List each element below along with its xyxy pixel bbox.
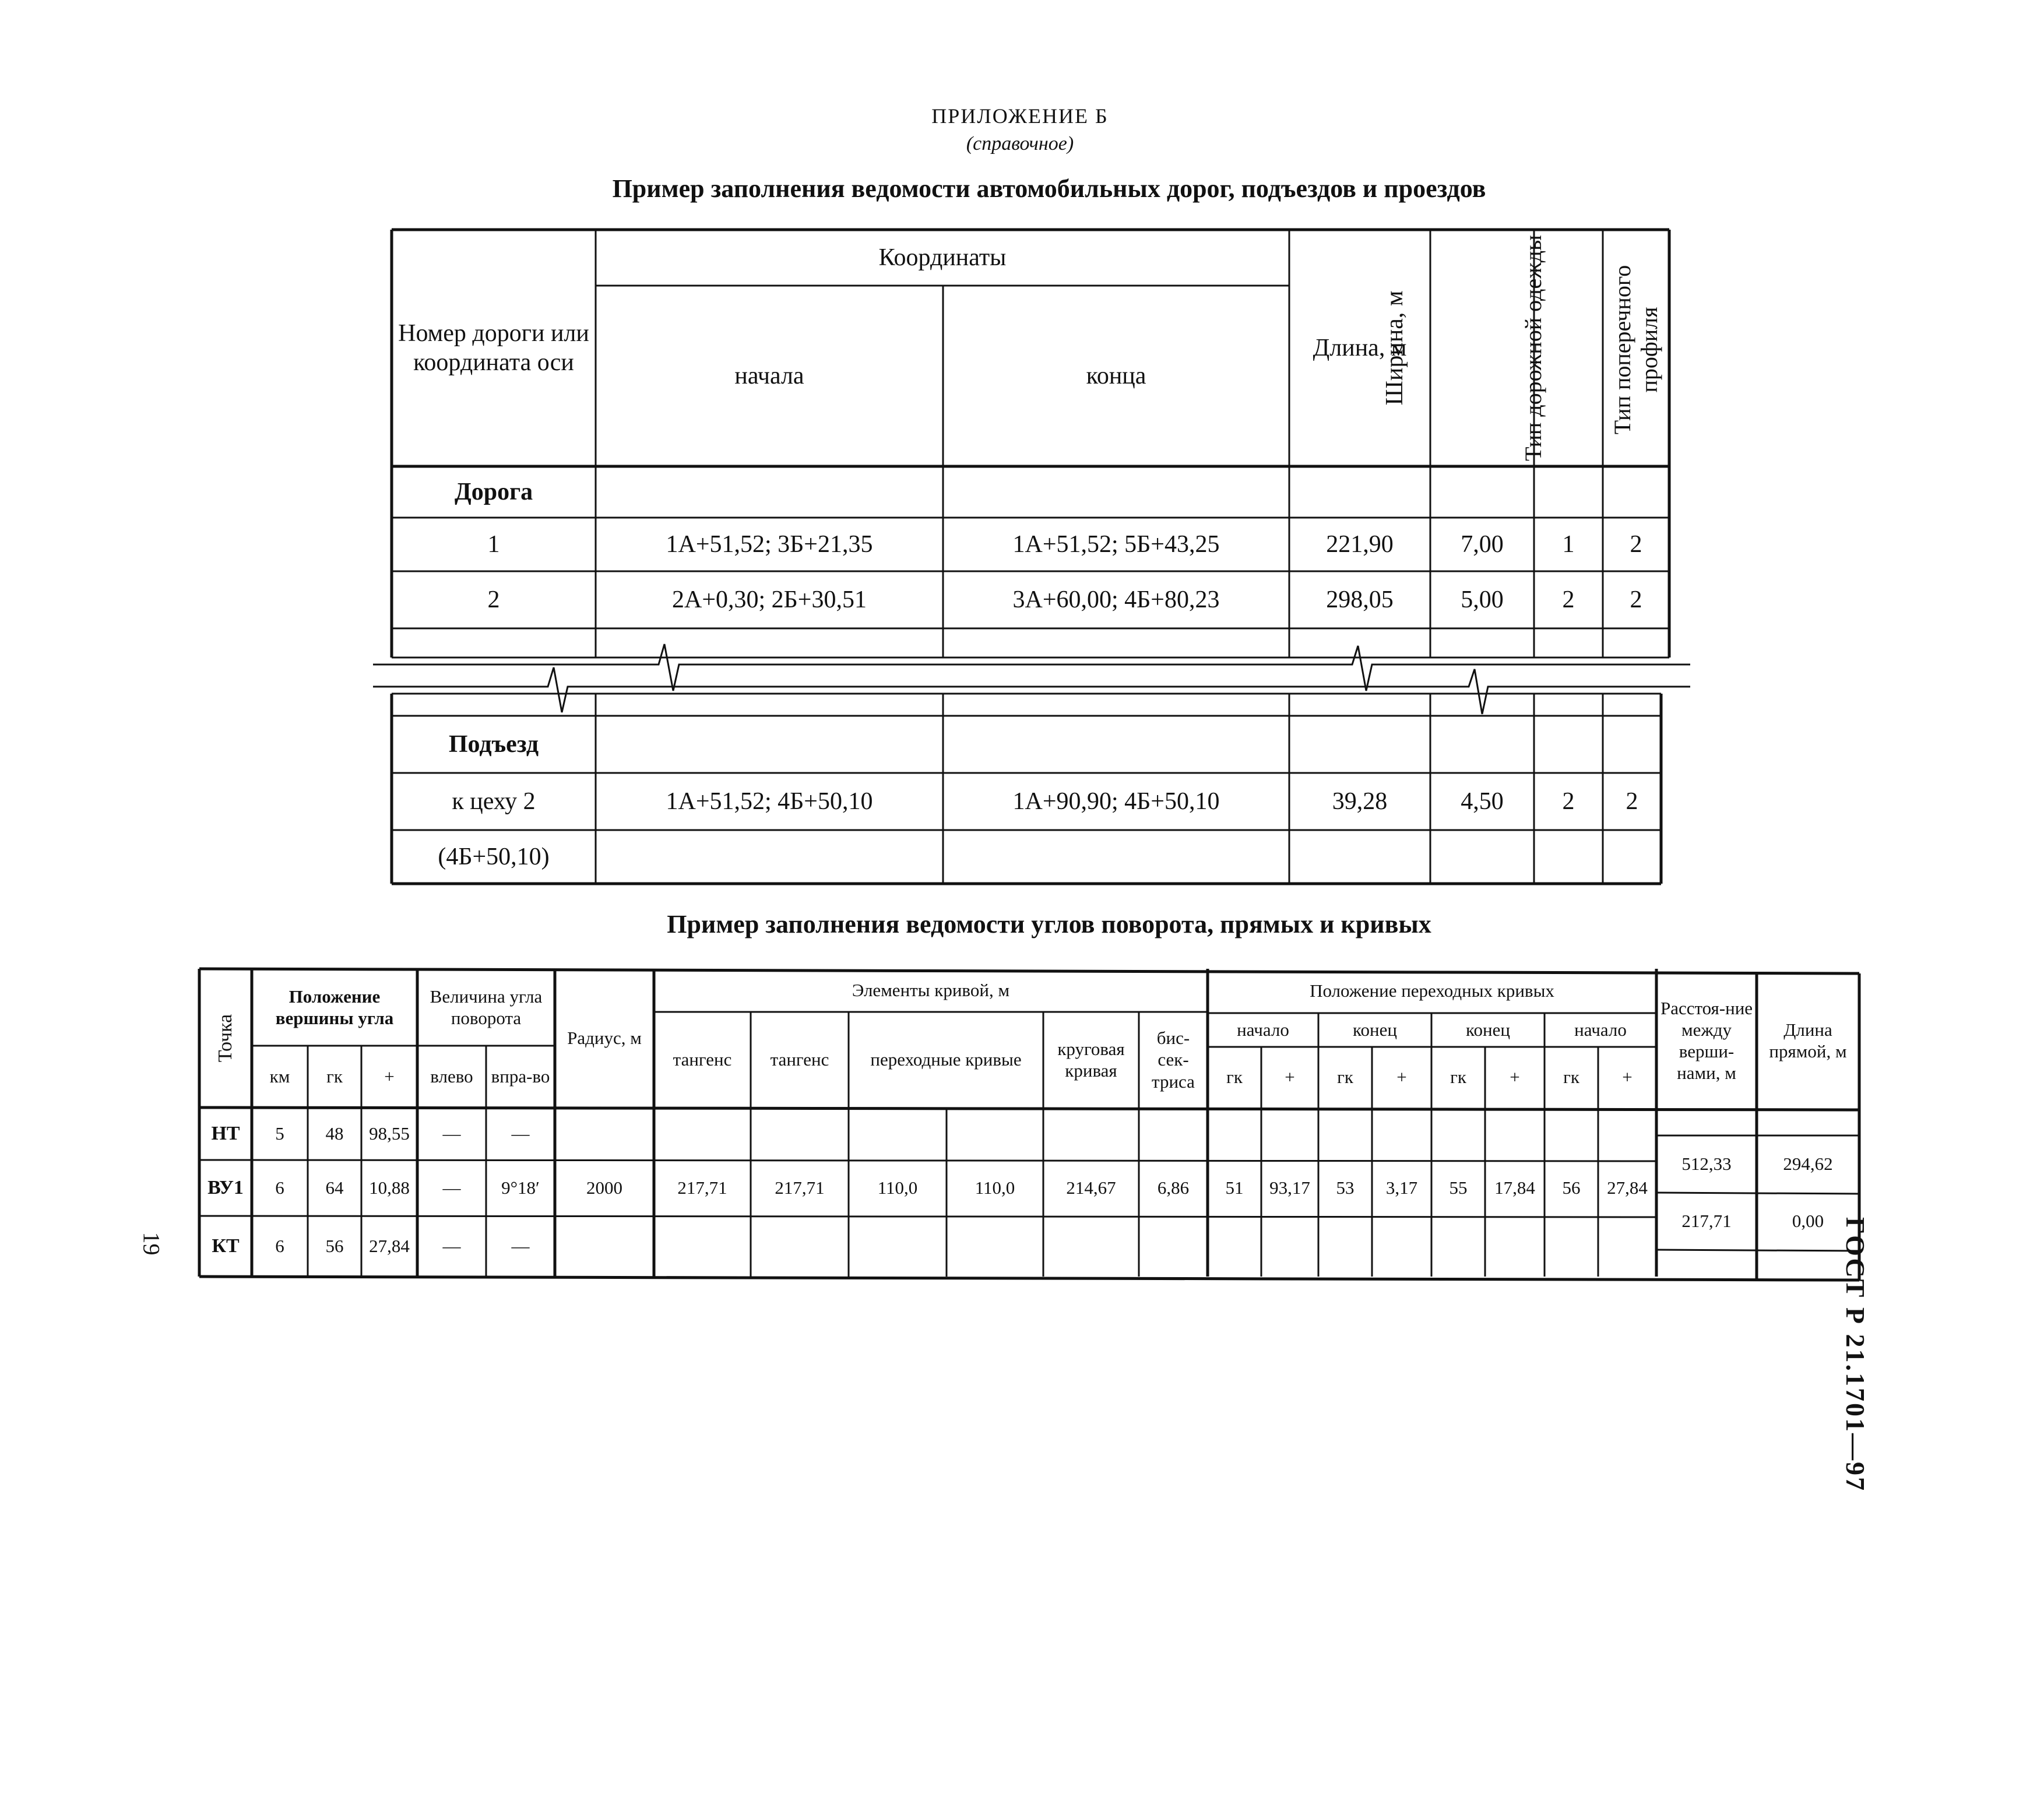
row-vu1-tp4-pk: 56 — [1562, 1177, 1581, 1198]
row-vu1-radius: 2000 — [586, 1177, 622, 1198]
standard-code: ГОСТ Р 21.1701—97 — [1841, 1217, 1870, 1492]
header-road-number: Номер дороги или координата оси — [398, 319, 589, 376]
header-length: Длина, м — [1313, 334, 1407, 361]
row-nt-left: — — [442, 1123, 461, 1144]
appendix-note: (справочное) — [966, 133, 1074, 154]
header-tangent-2: тангенс — [770, 1049, 829, 1070]
header-tp-end-2: конец — [1466, 1019, 1510, 1040]
header-tp-start-2: начало — [1574, 1019, 1627, 1040]
row-access-1-profile: 2 — [1626, 788, 1638, 815]
row-kt-point: КТ — [212, 1235, 240, 1257]
header-curve-elements: Элементы кривой, м — [852, 980, 1010, 1001]
header-vertex-position — [252, 969, 417, 1046]
header-transition-curves: переходные кривые — [870, 1049, 1022, 1070]
header-point: Точка — [214, 1014, 237, 1063]
row-kt-right: — — [511, 1236, 530, 1257]
row-road-2-width: 5,00 — [1461, 586, 1504, 613]
header-tp-pk-3: гк — [1450, 1067, 1466, 1088]
row-nt-right: — — [511, 1123, 530, 1144]
row-road-2-name: 2 — [487, 586, 500, 613]
header-km: км — [269, 1066, 290, 1087]
row-road-2-start: 2А+0,30; 2Б+30,51 — [672, 586, 867, 613]
row-road-group-label: Дорога — [454, 478, 533, 505]
header-bisector: бис-сек-триса — [1152, 1028, 1195, 1092]
row-access-1-width: 4,50 — [1461, 788, 1504, 815]
row-vu1-tp2-pk: 53 — [1336, 1177, 1355, 1198]
header-pavement-type: Тип дорожной одежды — [1520, 235, 1546, 461]
angles-table-title: Пример заполнения ведомости углов поворота, прямых и кривых — [667, 910, 1431, 938]
row-nt-pk: 48 — [325, 1123, 344, 1144]
distance-1: 512,33 — [1681, 1154, 1732, 1175]
header-tp-plus-3: + — [1510, 1067, 1520, 1088]
row-vu1-tp1-pk: 51 — [1225, 1177, 1244, 1198]
header-circular-curve: круговая кривая — [1057, 1038, 1125, 1081]
header-tp-plus-4: + — [1622, 1067, 1633, 1088]
row-vu1-right: 9°18′ — [501, 1177, 540, 1198]
header-plus: + — [384, 1066, 395, 1087]
row-kt-pk: 56 — [325, 1236, 344, 1257]
header-tp-pk-1: гк — [1226, 1067, 1243, 1088]
header-tp-end-1: конец — [1353, 1019, 1397, 1040]
row-access-1-start: 1А+51,52; 4Б+50,10 — [666, 788, 873, 815]
header-angle-value: Величина угла поворота — [430, 986, 543, 1028]
header-width: Ширина, м — [1381, 290, 1408, 406]
row-vu1-plus: 10,88 — [369, 1177, 410, 1198]
header-tp-plus-2: + — [1396, 1067, 1407, 1088]
header-start: начала — [734, 362, 804, 389]
roads-table-title: Пример заполнения ведомости автомобильных дорог, подъездов и проездов — [612, 174, 1486, 203]
header-radius: Радиус, м — [567, 1028, 642, 1049]
header-distance: Расстоя-ние между верши-нами, м — [1660, 997, 1753, 1084]
row-road-2-end: 3А+60,00; 4Б+80,23 — [1012, 586, 1220, 613]
row-access-group-label: Подъезд — [448, 730, 539, 758]
straight-length-1: 294,62 — [1783, 1154, 1833, 1175]
row-nt-point: НТ — [211, 1122, 240, 1144]
header-end: конца — [1086, 362, 1146, 389]
row-vu1-circular: 214,67 — [1066, 1177, 1116, 1198]
header-right: впра-во — [491, 1066, 550, 1087]
header-pk: гк — [326, 1066, 343, 1087]
header-left: влево — [430, 1066, 473, 1087]
row-vu1-tangent-1: 217,71 — [677, 1177, 727, 1198]
row-vu1-tangent-2: 217,71 — [775, 1177, 825, 1198]
header-tp-pk-2: гк — [1337, 1067, 1353, 1088]
row-vu1-tp1-plus: 93,17 — [1269, 1177, 1310, 1198]
row-kt-left: — — [442, 1236, 461, 1257]
row-vu1-pk: 64 — [325, 1177, 344, 1198]
row-road-2-pavement: 2 — [1562, 586, 1575, 613]
header-vertex-position-text: Положение вершины угла — [275, 986, 394, 1028]
appendix-label: ПРИЛОЖЕНИЕ Б — [931, 104, 1109, 128]
header-coordinates: Координаты — [878, 244, 1007, 271]
row-access-1-pavement: 2 — [1562, 788, 1575, 815]
row-vu1-point: ВУ1 — [207, 1176, 244, 1198]
row-nt-plus: 98,55 — [369, 1123, 410, 1144]
row-vu1-transition-2: 110,0 — [974, 1177, 1015, 1198]
row-road-1-profile: 2 — [1630, 530, 1642, 558]
row-vu1-left: — — [442, 1177, 461, 1198]
row-vu1-tp3-pk: 55 — [1449, 1177, 1468, 1198]
row-road-1-length: 221,90 — [1326, 530, 1394, 558]
header-tp-pk-4: гк — [1563, 1067, 1579, 1088]
row-access-2-name: (4Б+50,10) — [438, 843, 550, 870]
row-kt-plus: 27,84 — [369, 1236, 410, 1257]
row-road-2-profile: 2 — [1630, 586, 1642, 613]
header-tp-plus-1: + — [1285, 1067, 1295, 1088]
row-vu1-tp4-plus: 27,84 — [1607, 1177, 1648, 1198]
row-vu1-km: 6 — [275, 1177, 284, 1198]
header-tangent-1: тангенс — [673, 1049, 732, 1070]
row-vu1-bisector: 6,86 — [1157, 1177, 1190, 1198]
row-road-2-length: 298,05 — [1326, 586, 1394, 613]
header-straight-length: Длина прямой, м — [1769, 1019, 1847, 1061]
straight-length-2: 0,00 — [1792, 1211, 1824, 1232]
row-road-1-end: 1А+51,52; 5Б+43,25 — [1012, 530, 1220, 558]
row-vu1-tp3-plus: 17,84 — [1494, 1177, 1535, 1198]
header-tp-start-1: начало — [1237, 1019, 1289, 1040]
row-access-1-length: 39,28 — [1332, 788, 1388, 815]
row-nt-km: 5 — [275, 1123, 284, 1144]
row-road-1-pavement: 1 — [1562, 530, 1575, 558]
row-vu1-tp2-plus: 3,17 — [1385, 1177, 1418, 1198]
row-road-1-start: 1А+51,52; 3Б+21,35 — [666, 530, 873, 558]
row-vu1-transition-1: 110,0 — [877, 1177, 918, 1198]
page-number: 19 — [138, 1232, 165, 1256]
row-road-1-width: 7,00 — [1461, 530, 1504, 558]
row-kt-km: 6 — [275, 1236, 284, 1257]
distance-2: 217,71 — [1681, 1211, 1732, 1232]
row-road-1-name: 1 — [487, 530, 500, 558]
row-access-1-name: к цеху 2 — [452, 788, 536, 815]
header-profile-type: Тип поперечного профиля — [1609, 265, 1662, 435]
row-access-1-end: 1А+90,90; 4Б+50,10 — [1012, 788, 1220, 815]
header-transition-position: Положение переходных кривых — [1310, 980, 1554, 1001]
